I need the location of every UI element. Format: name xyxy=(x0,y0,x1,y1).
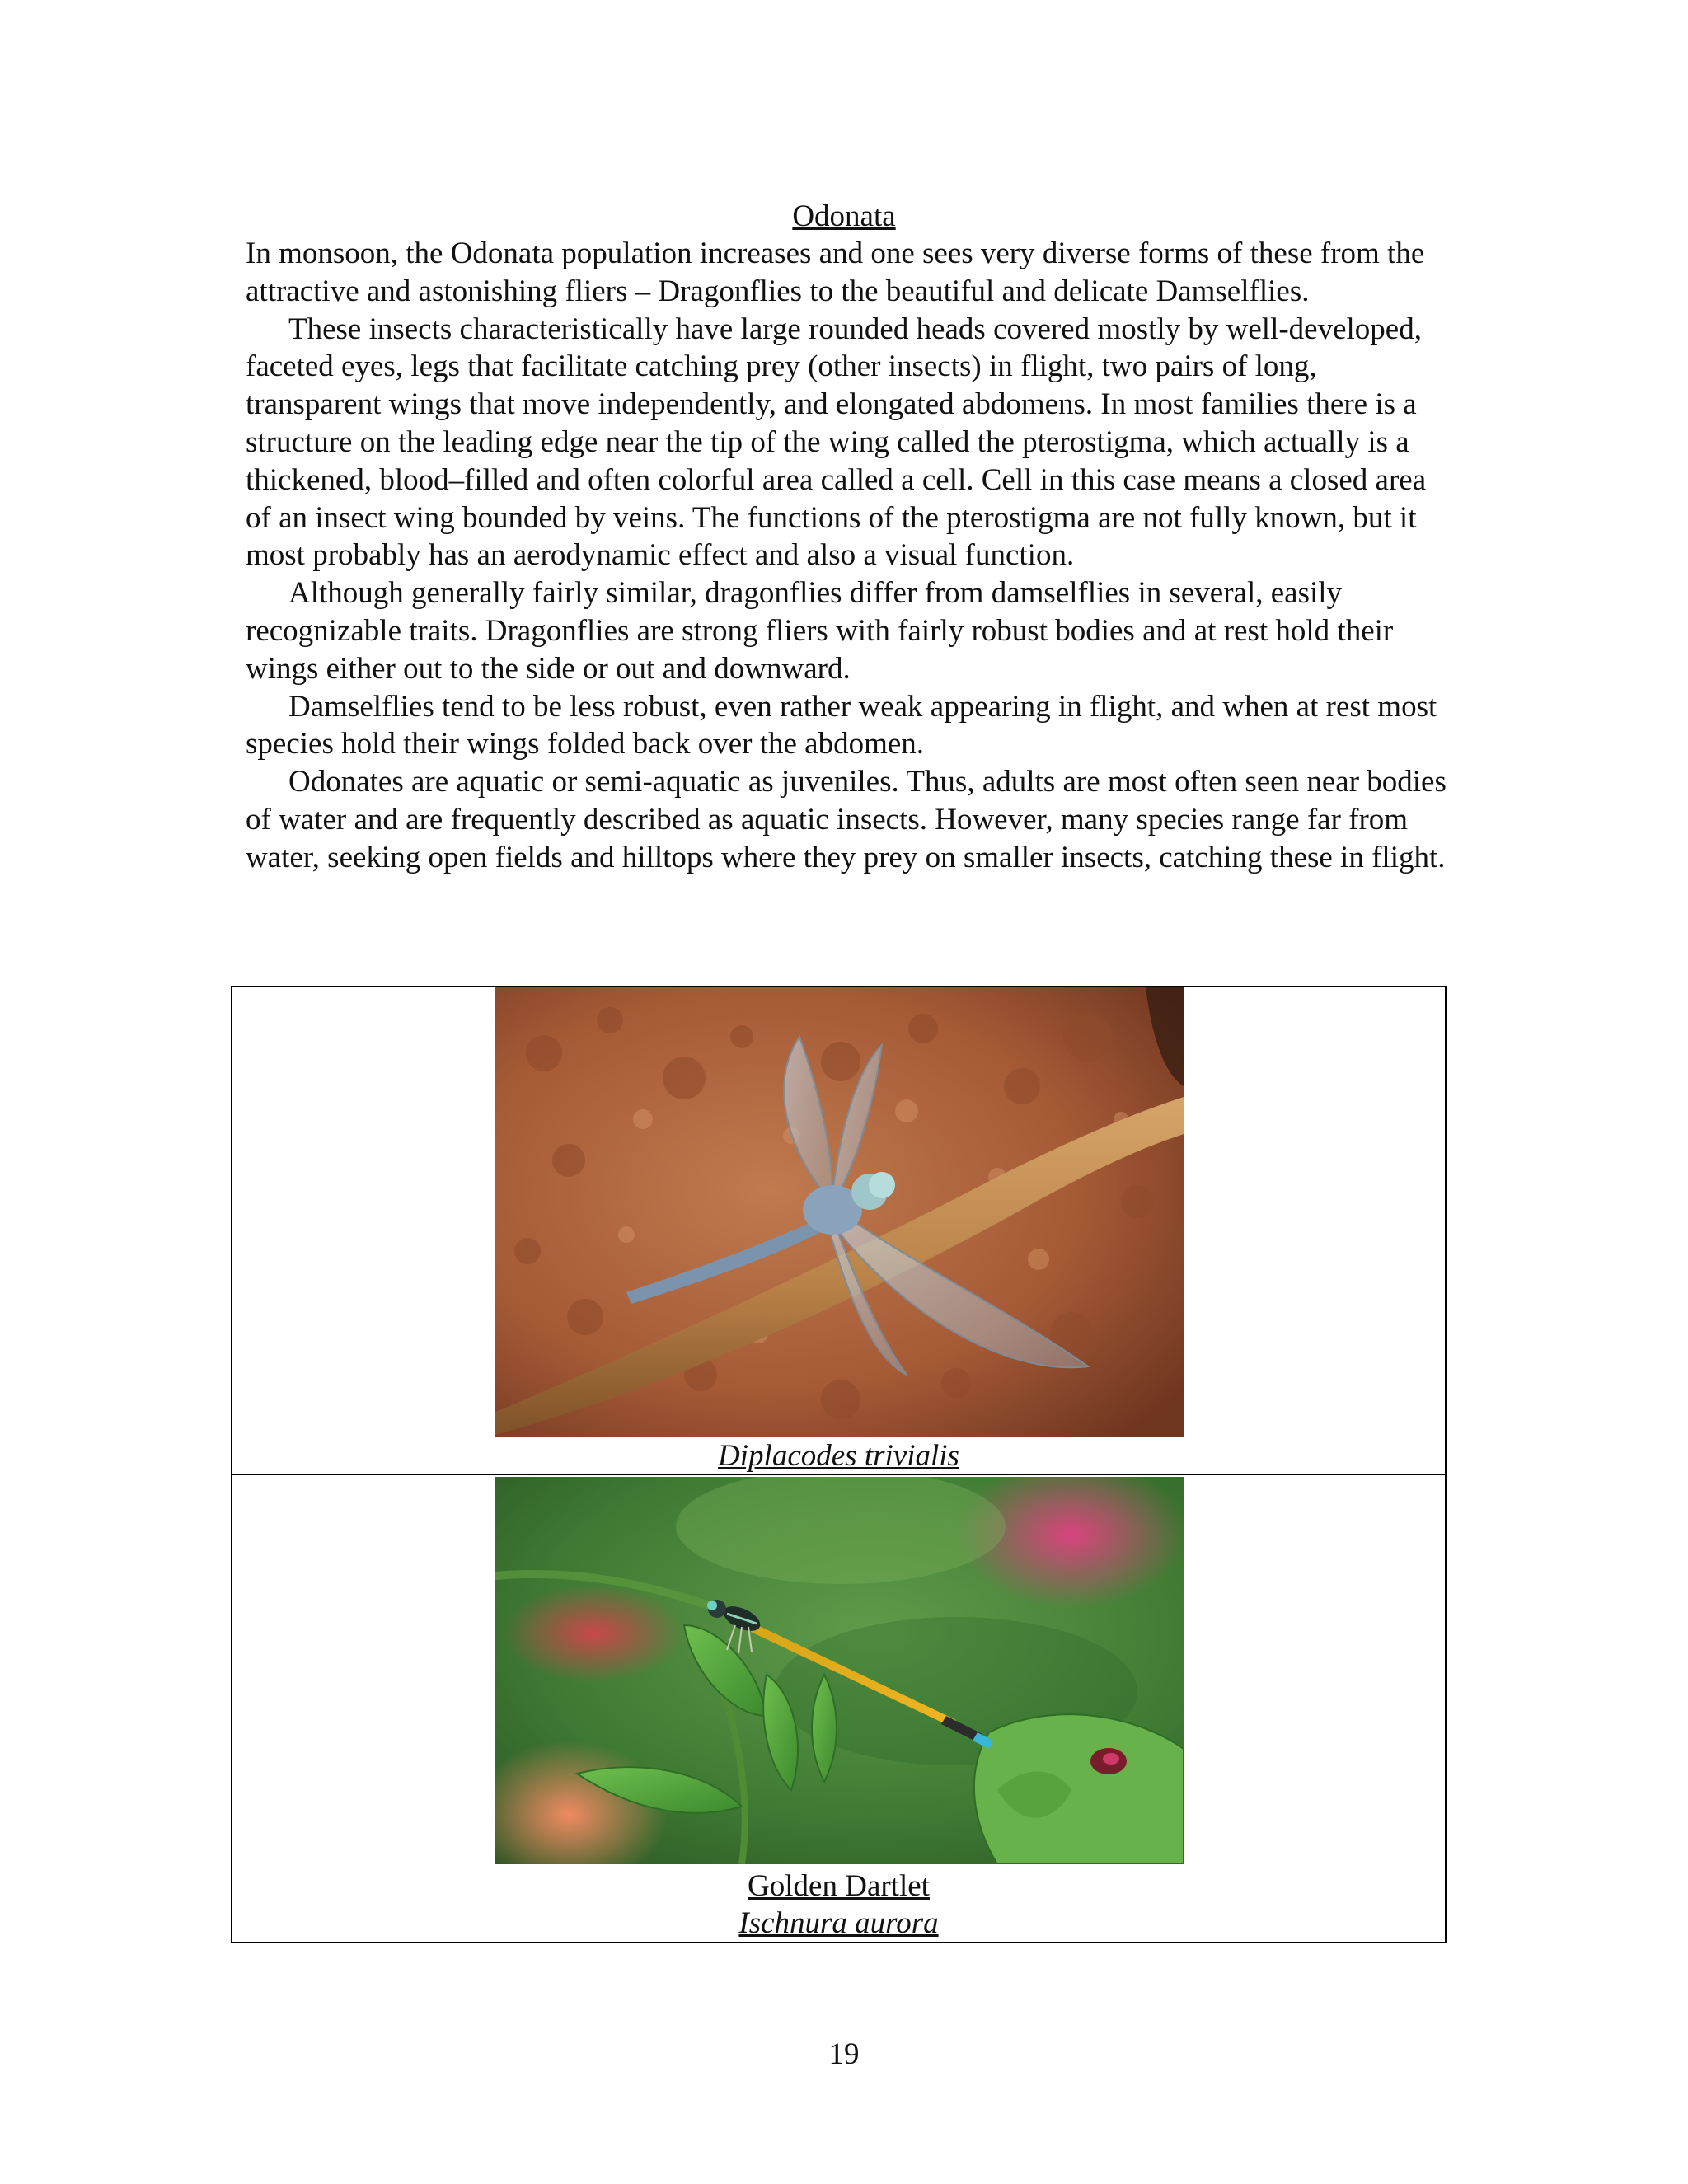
paragraph-dragonflies: Although generally fairly similar, dragonflies differ from damselflies in several, easily recognizable traits. Dragonflies are strong fliers with fairly robust bodies and at rest hold their wings either out to the side or out and downward. xyxy=(246,576,1394,686)
figure-table xyxy=(231,986,1447,1943)
page-number: 19 xyxy=(828,2037,860,2071)
caption-species-diplacodes: Diplacodes trivialis xyxy=(718,1439,959,1473)
page-title: Odonata xyxy=(792,199,896,233)
dragonfly-photo xyxy=(495,987,1184,1437)
paragraph-characteristics: These insects characteristically have large rounded heads covered mostly by well-developed, faceted eyes, legs that facilitate catching prey (other insects) in flight, two pairs of long, transparent wings that move independently, and elongated abdomens. In most families there is a structure on the leading edge near the tip of the wing called the pterostigma, which actually is a thickened, blood–filled and often colorful area called a cell. Cell in this case means a closed area of an insect wing bounded by veins. The functions of the pterostigma are not fully known, but it most probably has an aerodynamic effect and also a visual function. xyxy=(246,312,1427,573)
caption-species-ischnura: Ischnura aurora xyxy=(738,1906,939,1940)
figure-cell-damselfly xyxy=(232,1475,1445,1942)
caption-common-name: Golden Dartlet xyxy=(748,1869,930,1903)
body-text xyxy=(246,235,1457,877)
paragraph-habitat: Odonates are aquatic or semi-aquatic as juveniles. Thus, adults are most often seen near bodies of water and are frequently described as aquatic insects. However, many species range far from water, seeking open fields and hilltops where they prey on smaller insects, catching these in flight. xyxy=(246,765,1447,874)
paragraph-intro: In monsoon, the Odonata population increases and one sees very diverse forms of these from the attractive and astonishing fliers – Dragonflies to the beautiful and delicate Damselflies. xyxy=(246,237,1425,308)
paragraph-damselflies: Damselflies tend to be less robust, even rather weak appearing in flight, and when at rest most species hold their wings folded back over the abdomen. xyxy=(246,689,1437,762)
damselfly-photo xyxy=(495,1477,1184,1864)
figure-cell-dragonfly xyxy=(232,987,1445,1475)
